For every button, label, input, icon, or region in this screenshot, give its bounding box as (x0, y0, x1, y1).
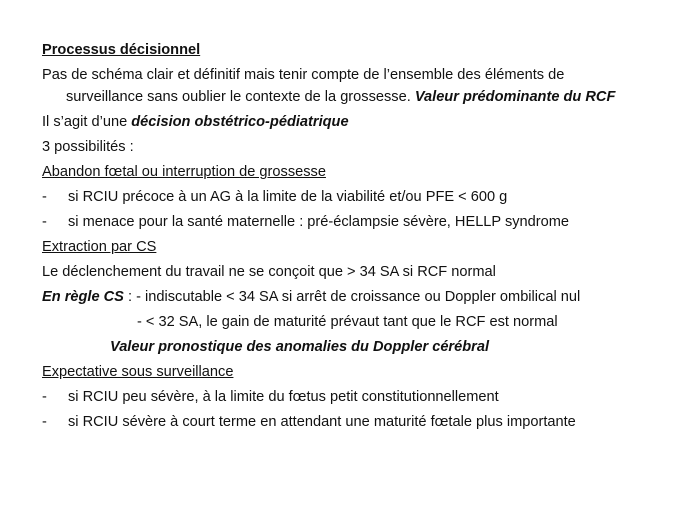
rule-line-1-text: : - indiscutable < 34 SA si arrêt de croissance ou Doppler ombilical nul (127, 289, 581, 305)
bullet-marker: - (42, 414, 47, 430)
section2-rule-line-2: - < 32 SA, le gain de maturité prévaut tant que le RCF est normal (137, 314, 558, 330)
decision-emphasis: décision obstétrico-pédiatrique (131, 114, 349, 130)
section2-heading: Extraction par CS (42, 239, 157, 255)
rule-label: En règle CS (42, 289, 124, 305)
intro-line-2-text: surveillance sans oublier le contexte de la grossesse. (66, 89, 411, 105)
bullet-marker: - (42, 189, 47, 205)
section3-heading: Expectative sous surveillance (42, 364, 234, 380)
intro-line-2-emphasis: Valeur prédominante du RCF (414, 89, 616, 105)
section1-bullet-2-text: si menace pour la santé maternelle : pré-éclampsie sévère, HELLP syndrome (68, 214, 570, 230)
decision-prefix: Il s’agit d’une (42, 114, 128, 130)
decision-line (42, 112, 349, 132)
section3-bullet-2 (42, 412, 576, 432)
bullet-marker: - (42, 389, 47, 405)
bullet-marker: - (42, 214, 47, 230)
section2-line-1: Le déclenchement du travail ne se conçoit que > 34 SA si RCF normal (42, 264, 496, 280)
section1-bullet-1-text: si RCIU précoce à un AG à la limite de la viabilité et/ou PFE < 600 g (68, 189, 508, 205)
intro-line-1: Pas de schéma clair et définitif mais tenir compte de l’ensemble des éléments de (42, 67, 565, 83)
slide-title: Processus décisionnel (42, 42, 201, 58)
section3-bullet-2-text: si RCIU sévère à court terme en attendant une maturité fœtale plus importante (68, 414, 576, 430)
possibilities-line: 3 possibilités : (42, 139, 134, 155)
section1-bullet-2 (42, 212, 569, 232)
intro-line-2 (66, 87, 615, 107)
section1-bullet-1 (42, 187, 507, 207)
section2-rule-line-1 (42, 287, 580, 307)
section1-heading: Abandon fœtal ou interruption de grossesse (42, 164, 326, 180)
section3-bullet-1-text: si RCIU peu sévère, à la limite du fœtus petit constitutionnellement (68, 389, 499, 405)
section2-emphasis-line: Valeur pronostique des anomalies du Doppler cérébral (110, 339, 489, 355)
section3-bullet-1 (42, 387, 499, 407)
